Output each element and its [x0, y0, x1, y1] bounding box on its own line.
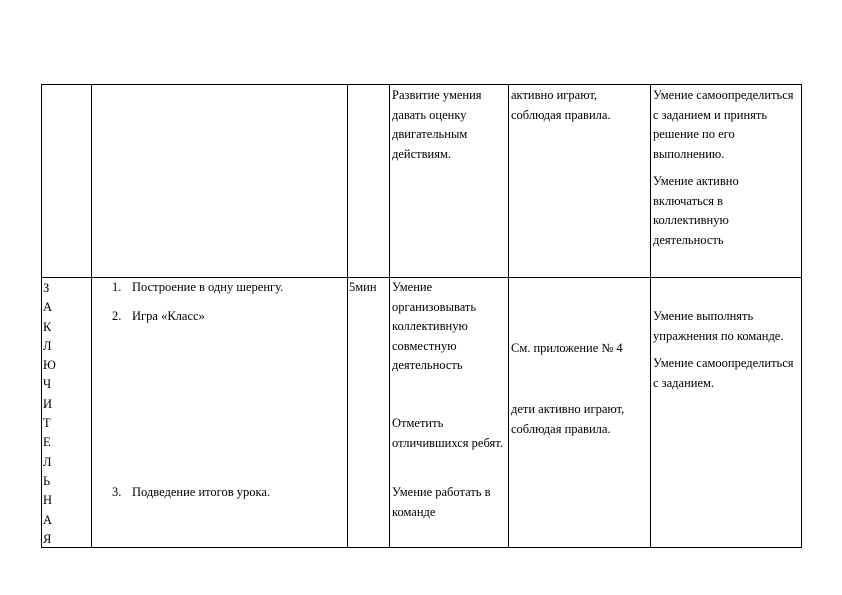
row1-outcome-2: Умение активно включаться в коллективную деятельность: [653, 174, 739, 247]
col-divider-5: [650, 84, 651, 548]
row2-outcome-1: Умение выполнять упражнения по команде.: [653, 309, 784, 343]
development-text: Умение организовывать коллективную совместную деятельность: [392, 280, 477, 372]
content-item-3: [112, 483, 270, 502]
row1-outcome-1: Умение самоопределиться с заданием и принять решение по его выполнению.: [653, 88, 794, 161]
item-number: 3.: [112, 485, 122, 499]
activity-text: дети активно играют, соблюдая правила.: [511, 402, 625, 436]
item-text: Игра «Класс»: [132, 309, 205, 323]
stage-letter: Ю: [43, 358, 56, 373]
row2-development-1: [392, 278, 504, 376]
development-text: Отметить отличившихся ребят.: [392, 416, 503, 450]
activity-text: См. приложение № 4: [511, 341, 623, 355]
stage-letter: Я: [43, 531, 52, 546]
item-text: Подведение итогов урока.: [132, 485, 271, 499]
stage-letter: А: [43, 300, 53, 315]
row1-development-cell: [392, 86, 504, 164]
stage-letter: Н: [43, 493, 53, 508]
stage-letter: И: [43, 396, 53, 411]
stage-letter: Ч: [43, 377, 52, 392]
row2-outcome-2: Умение самоопределиться с заданием.: [653, 356, 794, 390]
stage-letter: А: [43, 512, 53, 527]
stage-letter: Л: [43, 454, 52, 469]
stage-letter: З: [43, 281, 50, 295]
duration-cell: [349, 278, 389, 298]
stage-letter: К: [43, 319, 52, 334]
col-divider-3: [389, 84, 390, 548]
stage-letter: Т: [43, 416, 51, 431]
row1-outcome-cell: [653, 86, 799, 258]
content-item-2: [112, 307, 205, 326]
row2-activity-2: [511, 400, 647, 439]
item-number: 2.: [112, 309, 122, 323]
stage-letter: Ь: [43, 473, 51, 488]
item-number: 1.: [112, 280, 122, 294]
col-divider-4: [508, 84, 509, 548]
stage-letter: Л: [43, 338, 52, 353]
row2-activity-1: [511, 339, 647, 359]
col-divider-2: [347, 84, 348, 548]
row1-activity-cell: [511, 86, 647, 125]
development-text: Умение работать в команде: [392, 485, 491, 519]
row2-outcome-cell: [653, 307, 801, 401]
row1-development-text: Развитие умения давать оценку двигательным действиям.: [392, 88, 482, 161]
row2-development-2: [392, 414, 504, 453]
item-text: Построение в одну шеренгу.: [132, 280, 284, 294]
content-item-1: [112, 278, 283, 297]
row1-activity-text: активно играют, соблюдая правила.: [511, 88, 611, 122]
stage-letter: Е: [43, 435, 51, 450]
col-divider-1: [91, 84, 92, 548]
row2-development-3: [392, 483, 504, 522]
duration-text: 5мин: [349, 280, 377, 294]
stage-name-vertical: [43, 279, 56, 549]
